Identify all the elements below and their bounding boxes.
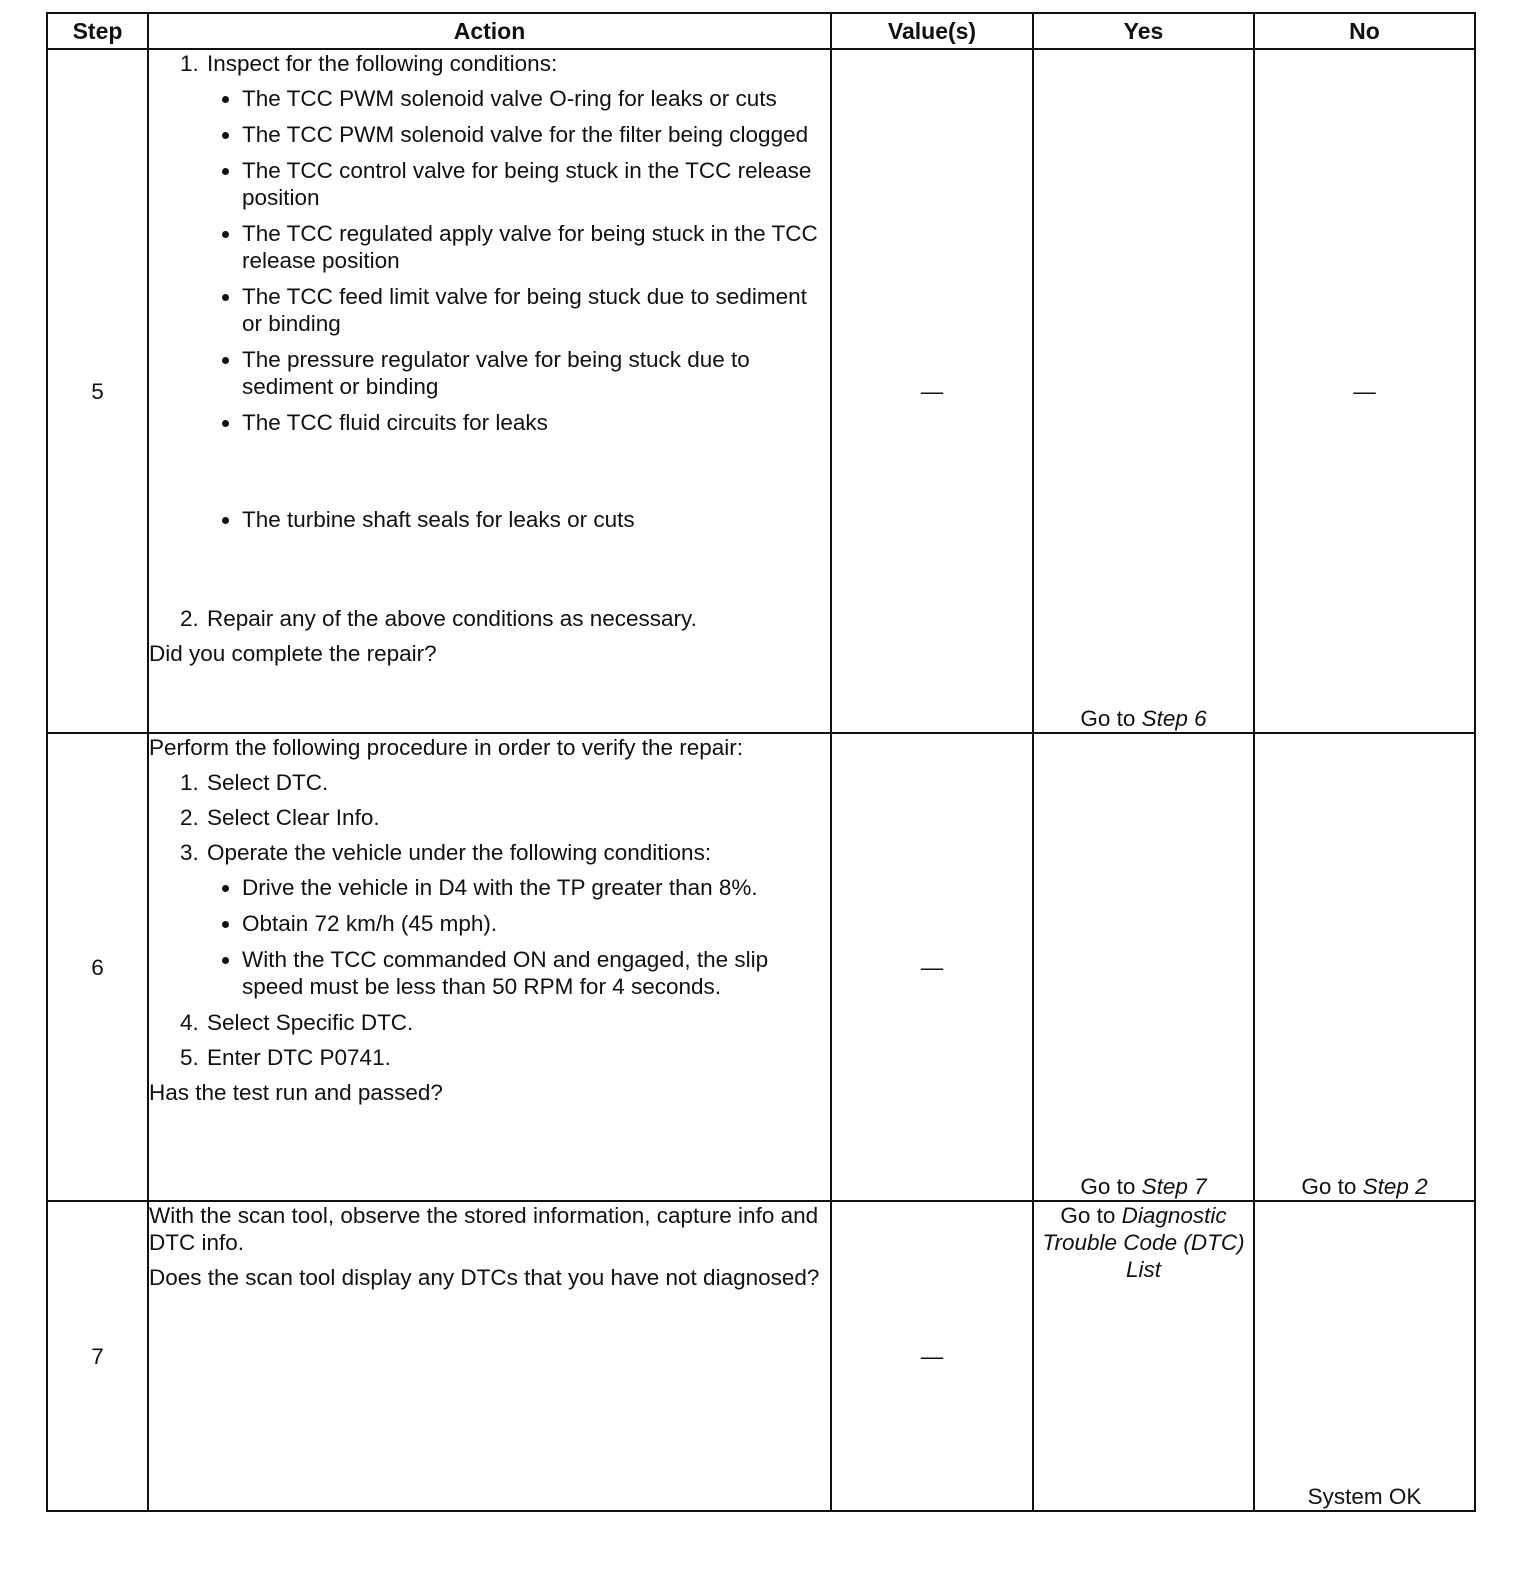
- value-cell: —: [831, 49, 1033, 733]
- question-text: Did you complete the repair?: [149, 641, 437, 666]
- action-step: [205, 839, 830, 1000]
- yes-prefix: Go to: [1060, 1203, 1116, 1228]
- yes-prefix: Go to: [1080, 706, 1136, 731]
- yes-step-link[interactable]: Step 6: [1141, 706, 1207, 731]
- header-step: Step: [47, 13, 148, 49]
- value-cell: —: [831, 733, 1033, 1201]
- header-row: [47, 13, 1475, 49]
- action-step: [205, 50, 830, 533]
- condition-item: • The pressure regulator valve for being stuck due to sediment or binding: [242, 346, 830, 400]
- header-action: Action: [148, 13, 831, 49]
- condition-item: • Obtain 72 km/h (45 mph).: [242, 910, 830, 937]
- no-step-link[interactable]: Step 2: [1362, 1174, 1428, 1199]
- header-yes: Yes: [1033, 13, 1254, 49]
- header-no: No: [1254, 13, 1475, 49]
- condition-item: • The TCC PWM solenoid valve O-ring for leaks or cuts: [242, 85, 830, 112]
- instruction-text: With the scan tool, observe the stored information, capture info and DTC info.: [149, 1203, 819, 1255]
- yes-dtc-list-link[interactable]: Diagnostic Trouble Code (DTC) List: [1042, 1203, 1245, 1282]
- yes-prefix: Go to: [1080, 1174, 1136, 1199]
- action-step: 4. Select Specific DTC.: [205, 1009, 830, 1036]
- action-cell: [148, 733, 831, 1201]
- value-cell: —: [831, 1201, 1033, 1511]
- action-step: 2. Select Clear Info.: [205, 804, 830, 831]
- condition-list: [207, 85, 830, 533]
- yes-cell: [1033, 733, 1254, 1201]
- action-steps: [149, 50, 830, 632]
- no-cell: [1254, 733, 1475, 1201]
- condition-list: [207, 874, 830, 1000]
- condition-item: • The TCC regulated apply valve for being stuck in the TCC release position: [242, 220, 830, 274]
- action-cell: [148, 49, 831, 733]
- table-row-step-7: [47, 1201, 1475, 1511]
- condition-item: • Drive the vehicle in D4 with the TP greater than 8%.: [242, 874, 830, 901]
- condition-item: • The TCC feed limit valve for being stuck due to sediment or binding: [242, 283, 830, 337]
- no-cell: —: [1254, 49, 1475, 733]
- yes-step-link[interactable]: Step 7: [1141, 1174, 1207, 1199]
- table-row-step-5: [47, 49, 1475, 733]
- table-row-step-6: [47, 733, 1475, 1201]
- action-step: 2. Repair any of the above conditions as necessary.: [205, 605, 830, 632]
- action-step: 1. Select DTC.: [205, 769, 830, 796]
- no-cell: System OK: [1254, 1201, 1475, 1511]
- action-cell: [148, 1201, 831, 1511]
- action-steps: [149, 769, 830, 1071]
- step-number: 5: [47, 49, 148, 733]
- action-step-text: Inspect for the following conditions:: [207, 51, 558, 76]
- diagnostic-table: [46, 12, 1476, 1512]
- condition-item: • With the TCC commanded ON and engaged, the slip speed must be less than 50 RPM for 4 seconds.: [242, 946, 830, 1000]
- no-prefix: Go to: [1301, 1174, 1357, 1199]
- action-step-text: Operate the vehicle under the following conditions:: [207, 840, 712, 865]
- condition-item: • The TCC PWM solenoid valve for the filter being clogged: [242, 121, 830, 148]
- condition-item: • The turbine shaft seals for leaks or cuts: [242, 506, 830, 533]
- step-number: 6: [47, 733, 148, 1201]
- intro-text: Perform the following procedure in order to verify the repair:: [149, 735, 744, 760]
- question-text: Has the test run and passed?: [149, 1080, 443, 1105]
- header-values: Value(s): [831, 13, 1033, 49]
- yes-cell: [1033, 1201, 1254, 1511]
- question-text: Does the scan tool display any DTCs that you have not diagnosed?: [149, 1265, 820, 1290]
- condition-item: • The TCC fluid circuits for leaks: [242, 409, 830, 436]
- condition-item: • The TCC control valve for being stuck in the TCC release position: [242, 157, 830, 211]
- step-number: 7: [47, 1201, 148, 1511]
- yes-cell: [1033, 49, 1254, 733]
- action-step: 5. Enter DTC P0741.: [205, 1044, 830, 1071]
